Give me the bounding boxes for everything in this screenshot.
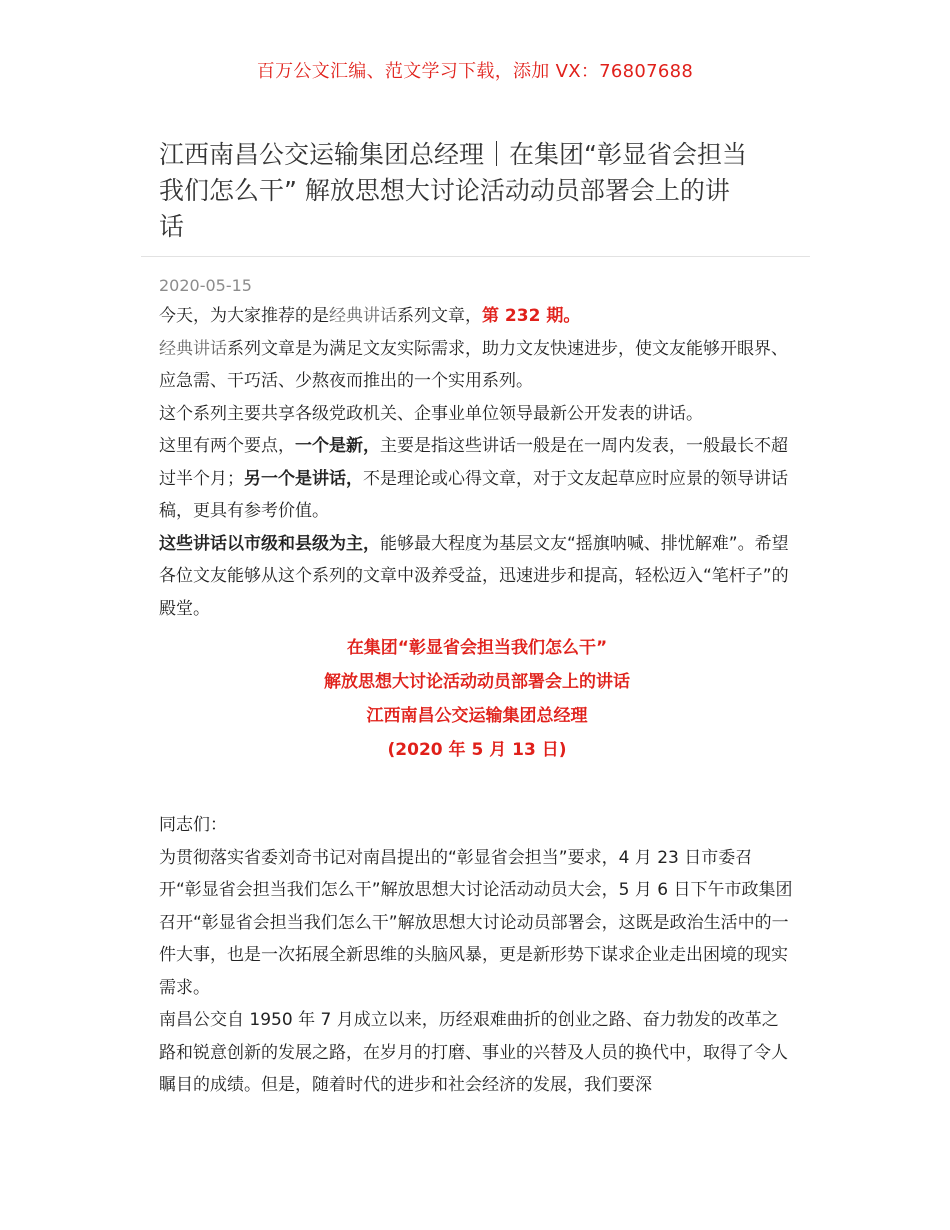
- intro-paragraph: [159, 430, 795, 528]
- intro-paragraph: [159, 333, 795, 398]
- series-name: 经典讲话: [329, 306, 397, 326]
- intro-paragraph: 这个系列主要共享各级党政机关、企事业单位领导最新公开发表的讲话。: [159, 403, 703, 424]
- speech-heading: [159, 631, 795, 767]
- spacer: [159, 767, 795, 809]
- intro-text: 这里有两个要点，: [159, 436, 295, 456]
- salutation: 同志们：: [159, 815, 227, 835]
- body-paragraph: 南昌公交自 1950 年 7 月成立以来，历经艰难曲折的创业之路、奋力勃发的改革之路和锐意创新的发展之路，在岁月的打磨、事业的兴替及人员的换代中，取得了令人瞩目的成绩。但是，随着时代的进步和社会经济的发展，我们要深: [159, 1010, 788, 1095]
- intro-text: 主要是指这些讲话一般是在一周内发表，一般最长不超过半个月；: [159, 436, 788, 489]
- intro-text: 系列文章，: [397, 306, 482, 326]
- speech-heading-line: 解放思想大讨论活动动员部署会上的讲话: [324, 672, 630, 692]
- speech-heading-line: 在集团“彰显省会担当我们怎么干”: [346, 638, 608, 658]
- body-paragraph: 为贯彻落实省委刘奇书记对南昌提出的“彰显省会担当”要求，4 月 23 日市委召开“彰显省会担当我们怎么干”解放思想大讨论活动动员大会，5 月 6 日下午市政集团召开“彰显省会担当我们怎么干”解放思想大讨论动员部署会，这既是政治生活中的一件大事，也是一次拓展全新思维的头脑风暴，更是新形势下谋求企业走出困境的现实需求。: [159, 847, 793, 998]
- download-banner: 百万公文汇编、范文学习下载，添加 VX：76807688: [256, 61, 694, 82]
- intro-text: 今天，为大家推荐的是: [159, 306, 329, 326]
- article-body: [159, 300, 795, 1102]
- issue-number: 第 232 期。: [482, 306, 581, 326]
- intro-text: 能够最大程度为基层文友“摇旗呐喊、排忧解难”。希望各位文友能够从这个系列的文章中汲养受益，迅速进步和提高，轻松迈入“笔杆子”的殿堂。: [159, 533, 789, 619]
- title-line: 江西南昌公交运输集团总经理｜在集团“彰显省会担当: [159, 140, 747, 169]
- title-divider: [141, 256, 810, 257]
- title-line: 话: [159, 212, 185, 241]
- title-line: 我们怎么干” 解放思想大讨论活动动员部署会上的讲: [159, 176, 730, 205]
- speech-heading-line: 江西南昌公交运输集团总经理: [366, 706, 588, 726]
- article-title: [159, 137, 799, 245]
- emphasis-text: 这些讲话以市级和县级为主，: [159, 533, 380, 554]
- speech-heading-date: (2020 年 5 月 13 日): [387, 740, 567, 760]
- intro-text: 系列文章是为满足文友实际需求，助力文友快速进步，使文友能够开眼界、应急需、干巧活、少熬夜而推出的一个实用系列。: [159, 338, 788, 391]
- key-point-speech: 另一个是讲话，: [244, 468, 363, 489]
- intro-text: 不是理论或心得文章，对于文友起草应时应景的领导讲话稿，更具有参考价值。: [159, 468, 788, 521]
- series-name: 经典讲话: [159, 338, 227, 359]
- key-point-new: 一个是新，: [295, 436, 380, 456]
- publish-date: 2020-05-15: [159, 276, 252, 295]
- intro-paragraph: [159, 528, 795, 626]
- intro-paragraph: [159, 300, 795, 333]
